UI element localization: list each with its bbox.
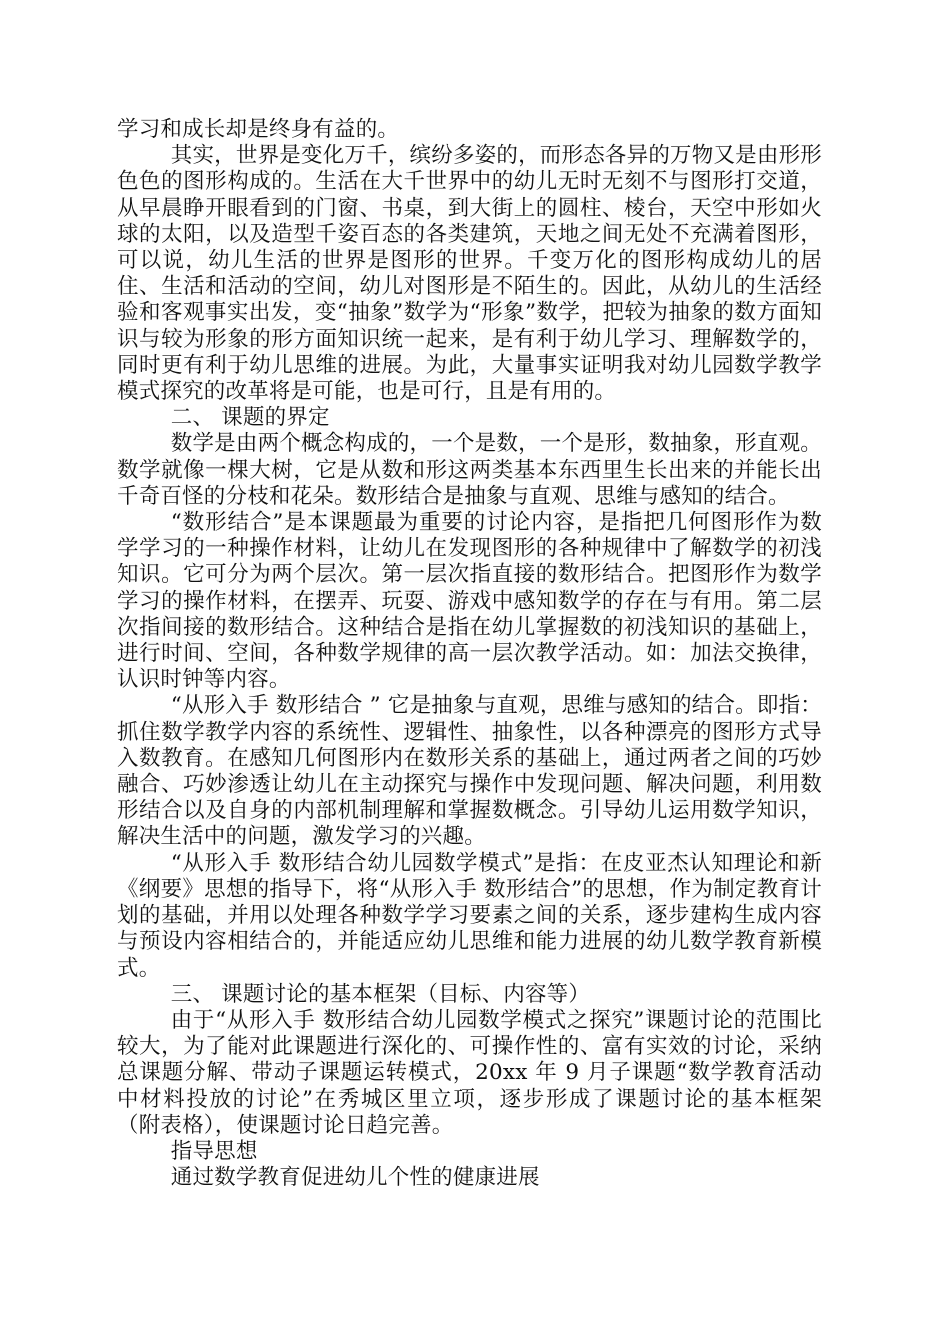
paragraph-shape-number-combination: “数形结合”是本课题最为重要的讨论内容，是指把几何图形作为数学学习的一种操作材料，让幼儿在发现图形的各种规律中了解数学的初浅知识。它可分为两个层次。第一层次指直接的数形结合。把图形作为数学学习的操作材料，在摆弄、玩耍、游戏中感知数学的存在与有用。第二层次指间接的数形结合。这种结合是指在幼儿掌握数的初浅知识的基础上，进行时间、空间，各种数学规律的高一层次教学活动。如：加法交换律，认识时钟等内容。 (117, 510, 822, 693)
section-heading-definition: 二、 课题的界定 (170, 405, 330, 431)
paragraph-number-and-shape: 数学是由两个概念构成的，一个是数，一个是形，数抽象，形直观。数学就像一棵大树，它是从数和形这两类基本东西里生长出来的并能长出千奇百怪的分枝和花朵。数形结合是抽象与直观、思维与感知的结合。 (117, 431, 822, 509)
document-body (117, 117, 822, 1191)
paragraph-start-from-shape: “从形入手 数形结合 ” 它是抽象与直观，思维与感知的结合。即指：抓住数学教学内容的系统性、逻辑性、抽象性，以各种漂亮的图形方式导入数教育。在感知几何图形内在数形关系的基础上，通过两者之间的巧妙融合、巧妙渗透让幼儿在主动探究与操作中发现问题、解决问题，利用数形结合以及自身的内部机制理解和掌握数概念。引导幼儿运用数学知识，解决生活中的问题，激发学习的兴趣。 (117, 693, 822, 850)
subheading-guiding-thought: 指导思想 (170, 1138, 258, 1164)
paragraph-world-of-shapes: 其实，世界是变化万千，缤纷多姿的，而形态各异的万物又是由形形色色的图形构成的。生活在大千世界中的幼儿无时无刻不与图形打交道，从早晨睁开眼看到的门窗、书桌，到大街上的圆柱、棱台，天空中形如火球的太阳，以及造型千姿百态的各类建筑，天地之间无处不充满着图形，可以说，幼儿生活的世界是图形的世界。千变万化的图形构成幼儿的居住、生活和活动的空间，幼儿对图形是不陌生的。因此，从幼儿的生活经验和客观事实出发，变“抽象”数学为“形象”数学，把较为抽象的数方面知识与较为形象的形方面知识统一起来，是有利于幼儿学习、理解数学的，同时更有利于幼儿思维的进展。为此，大量事实证明我对幼儿园数学教学模式探究的改革将是可能，也是可行，且是有用的。 (117, 143, 822, 405)
section-heading-framework: 三、 课题讨论的基本框架（目标、内容等） (170, 981, 591, 1007)
paragraph-kindergarten-model: “从形入手 数形结合幼儿园数学模式”是指：在皮亚杰认知理论和新《纲要》思想的指导下，将“从形入手 数形结合”的思想，作为制定教育计划的基础，并用以处理各种数学学习要素之间的关系，逐步建构生成内容与预设内容相结合的，并能适应幼儿思维和能力进展的幼儿数学教育新模式。 (117, 850, 822, 981)
paragraph-continuation: 学习和成长却是终身有益的。 (117, 117, 400, 142)
paragraph-guiding-thought: 通过数学教育促进幼儿个性的健康进展 (170, 1165, 540, 1191)
paragraph-framework-description: 由于“从形入手 数形结合幼儿园数学模式之探究”课题讨论的范围比较大，为了能对此课题进行深化的、可操作性的、富有实效的讨论，采纳总课题分解、带动子课题运转模式，20xx 年 9 月子课题“数学教育活动中材料投放的讨论”在秀城区里立项，逐步形成了课题讨论的基本框架（附表格），使课题讨论日趋完善。 (117, 1007, 822, 1138)
